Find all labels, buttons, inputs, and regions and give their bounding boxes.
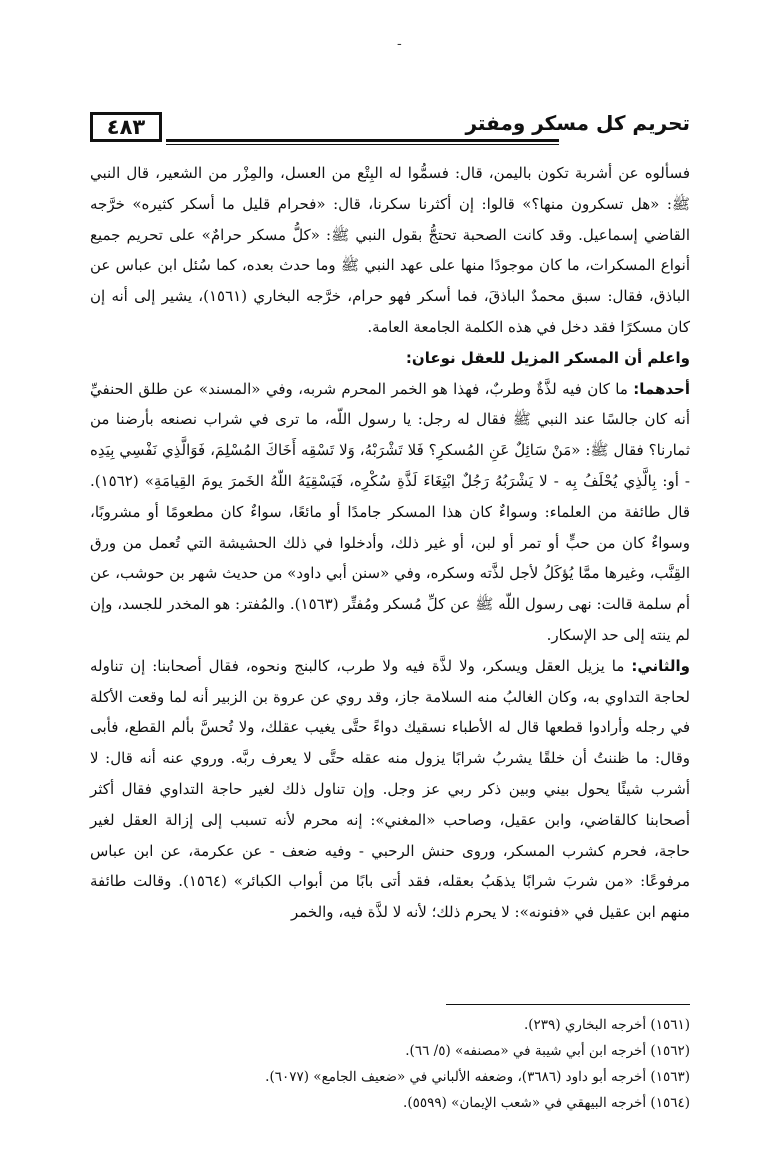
footnote: (١٥٦٢) أخرجه ابن أبي شيبة في «مصنفه» (٥/ ٦٦). — [405, 1043, 690, 1059]
footnote: (١٥٦٣) أخرجه أبو داود (٣٦٨٦)، وضعفه الألباني في «ضعيف الجامع» (٦٠٧٧). — [265, 1069, 690, 1085]
page-number: ٤٨٣ — [90, 112, 162, 142]
paragraph-second-type — [90, 651, 690, 928]
footnotes — [90, 1012, 690, 1116]
page-header — [90, 108, 690, 146]
footnote: (١٥٦٤) أخرجه البيهقي في «شعب الإيمان» (٥٥٩٩). — [403, 1095, 690, 1111]
page-top-mark: - — [397, 36, 402, 52]
main-text — [90, 158, 690, 928]
footnote-separator — [446, 1004, 690, 1005]
paragraph-text: ما يزيل العقل ويسكر، ولا لذَّة فيه ولا طرب، كالبنج ونحوه، فقال أصحابنا: إن تناوله لحاجة التداوي به، وكان الغالبُ منه السلامة جاز، وقد روي عن عروة بن الزبير أنه لما وقعت الأكلة في رجله وأرادوا قطعها قال له الأطباء نسقيك دواءً حتَّى يغيب عقلك، ولا تُحسَّ بألم القطع، فأبى وقال: ما ظننتُ أن خلقًا يشربُ شرابًا يزول منه عقله حتَّى لا يعرف ربَّه. وروي عنه أنه قال: لا أشرب شيئًا يحول بيني وبين ذكر ربي عز وجل. وإن تناول ذلك لغير حاجة التداوي فقال أكثر أصحابنا كالقاضي، وابن عقيل، وصاحب «المغني»: إنه محرم لأنه تسبب إلى إزالة العقل لغير حاجة، فحرم كشرب المسكر، وروى حنش الرحبي - وفيه ضعف - عن عكرمة، عن ابن عباس مرفوعًا: «من شربَ شرابًا يذهَبُ بعقله، فقد أتى بابًا من أبواب الكبائر» (١٥٦٤). وقالت طائفة منهم ابن عقيل في «فنونه»: لا يحرم ذلك؛ لأنه لا لذَّة فيه، والخمر — [90, 656, 690, 922]
paragraph-intro — [90, 158, 690, 343]
section-heading: واعلم أن المسكر المزيل للعقل نوعان: — [405, 348, 690, 367]
footnote: (١٥٦١) أخرجه البخاري (٢٣٩). — [523, 1017, 690, 1033]
header-rule-thick — [166, 139, 559, 142]
paragraph-first-type — [90, 374, 690, 651]
paragraph-heading — [90, 343, 690, 374]
paragraph-lead: أحدهما: — [633, 379, 690, 398]
header-rule-thin — [166, 144, 559, 145]
paragraph-text: فسألوه عن أشربة تكون باليمن، قال: فسمُّوا له البِتْع من العسل، والمِزْر من الشعير، قال النبي ﷺ: «هل تسكرون منها؟» قالوا: إن أكثرنا سكرنا، قال: «فحرام قليل ما أسكر كثيره» خرَّجه القاضي إسماعيل. وقد كانت الصحبة تحتجُّ بقول النبي ﷺ: «كلُّ مسكر حرامٌ» على تحريم جميع أنواع المسكرات، ما كان موجودًا منها على عهد النبي ﷺ وما حدث بعده، كما سُئل ابن عباس عن الباذق، فقال: سبق محمدٌ الباذقَ، فما أسكر فهو حرام، خرَّجه البخاري (١٥٦١)، يشير إلى أنه إن كان مسكرًا فقد دخل في هذه الكلمة الجامعة العامة. — [90, 164, 691, 336]
paragraph-lead: والثاني: — [631, 656, 690, 675]
chapter-title: تحريم كل مسكر ومفتر — [465, 111, 690, 135]
paragraph-text: ما كان فيه لذَّةٌ وطربٌ، فهذا هو الخمر المحرم شربه، وفي «المسند» عن طلق الحنفيِّ أنه كان جالسًا عند النبي ﷺ فقال له رجل: يا رسول اللّه، ما ترى في شراب نصنعه بأرضنا من ثمارنا؟ فقال ﷺ: «مَنْ سَائِلٌ عَنِ المُسكرِ؟ فَلا تَشْرَبْهُ، وَلا تَسْقِه أَخَاكَ المُسْلِمَ، فَوَالَّذِي نَفْسِي بِيَدِه - أو: بِالَّذِي يُحْلَفُ بِه - لا يَشْرَبُهُ رَجُلٌ ابْتِغَاءَ لَذَّةِ سُكْرِه، فَيَسْقِيَهُ اللّهُ الخَمرَ يومَ القِيامَةِ» (١٥٦٢). قال طائفة من العلماء: وسواءٌ كان هذا المسكر جامدًا أو مائعًا، سواءٌ كان مطعومًا أو مشروبًا، وسواءٌ كان من حبٍّ أو تمر أو لبن، أو غير ذلك، وأدخلوا في ذلك الحشيشة التي تُعمل من ورق القِنَّب، وغيرها ممَّا يُؤكَلُ لأجل لذَّته وسكره، وفي «سنن أبي داود» من حديث شهر بن حوشب، عن أم سلمة قالت: نهى رسول اللّه ﷺ عن كلِّ مُسكر ومُفتِّر (١٥٦٣). والمُفتر: هو المخدر للجسد، وإن لم ينته إلى حد الإسكار. — [90, 379, 691, 644]
